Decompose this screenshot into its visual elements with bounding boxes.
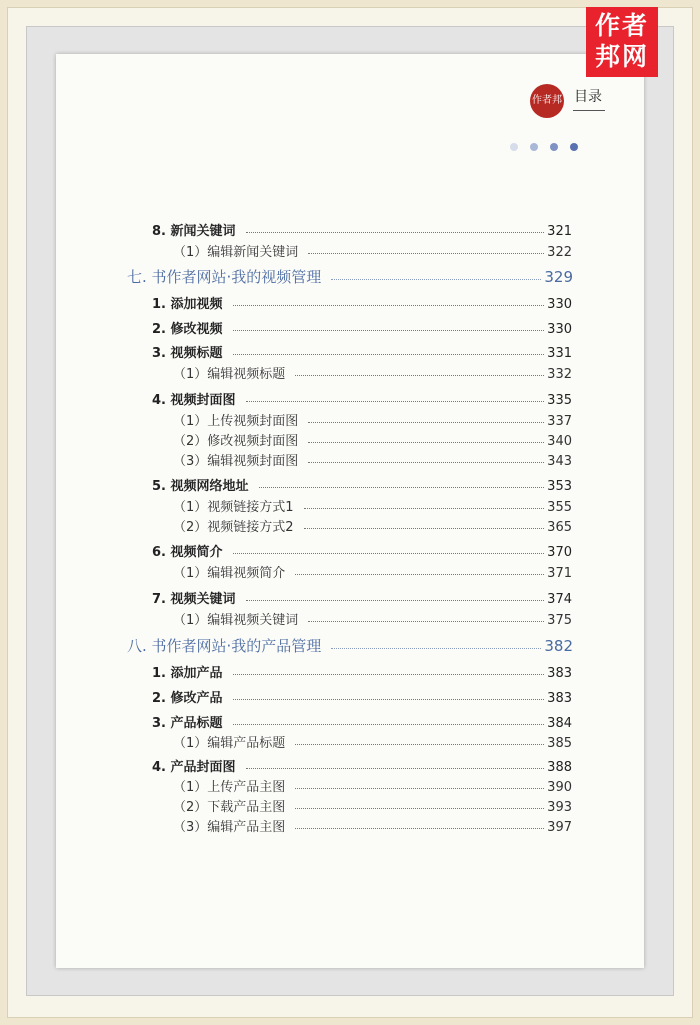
dot-leader <box>308 462 544 463</box>
dot-leader <box>233 724 545 725</box>
toc-entry-label: （1）视频链接方式1 <box>173 500 294 515</box>
toc-entry[interactable] <box>152 588 572 607</box>
toc-entry-label: （1）编辑视频简介 <box>173 566 286 581</box>
toc-entry-label: （1）编辑视频标题 <box>173 367 286 382</box>
toc-entry-label: （2）下载产品主图 <box>173 800 286 815</box>
dot-leader <box>233 305 545 306</box>
toc-page-number: 393 <box>547 800 572 815</box>
toc-entry-label: （1）编辑产品标题 <box>173 736 286 751</box>
toc-entry-label: （3）编辑视频封面图 <box>173 454 299 469</box>
toc-page-number: 330 <box>547 297 572 312</box>
toc-page-number: 365 <box>547 520 572 535</box>
toc-entry[interactable] <box>152 389 572 408</box>
dot-leader <box>233 354 545 355</box>
toc-entry[interactable] <box>152 293 572 312</box>
toc-entry-label: （3）编辑产品主图 <box>173 820 286 835</box>
brand-line-2: 邦网 <box>594 42 649 71</box>
dot-leader <box>246 401 545 402</box>
toc-entry-label: 2. 修改产品 <box>152 691 223 706</box>
toc-page-number: 322 <box>547 245 572 260</box>
dot-leader <box>295 744 544 745</box>
page-dot-4 <box>570 143 578 151</box>
toc-entry[interactable] <box>152 756 572 775</box>
toc-page-number: 337 <box>547 414 572 429</box>
toc-entry[interactable] <box>173 496 572 515</box>
dot-leader <box>331 648 541 649</box>
toc-entry[interactable] <box>173 776 572 795</box>
toc-entry-label: （1）编辑新闻关键词 <box>173 245 299 260</box>
dot-leader <box>233 674 545 675</box>
dot-leader <box>233 699 545 700</box>
dot-leader <box>308 442 544 443</box>
toc-entry[interactable] <box>152 687 572 706</box>
toc-entry-label: 7. 视频关键词 <box>152 592 236 607</box>
page-dot-2 <box>530 143 538 151</box>
toc-page-number: 383 <box>547 666 572 681</box>
toc-entry[interactable] <box>173 363 572 382</box>
toc-entry-label: 八. 书作者网站·我的产品管理 <box>127 637 322 655</box>
toc-entry[interactable] <box>173 516 572 535</box>
toc-page-number: 330 <box>547 322 572 337</box>
toc-page-number: 332 <box>547 367 572 382</box>
toc-entry-label: 1. 添加产品 <box>152 666 223 681</box>
toc-page-number: 383 <box>547 691 572 706</box>
toc-entry[interactable] <box>173 450 572 469</box>
dot-leader <box>295 808 544 809</box>
dot-leader <box>295 574 544 575</box>
dot-leader <box>308 422 544 423</box>
toc-entry[interactable] <box>173 241 572 260</box>
toc-page-number: 390 <box>547 780 572 795</box>
toc-page-number: 335 <box>547 393 572 408</box>
toc-entry[interactable] <box>173 796 572 815</box>
toc-page-number: 371 <box>547 566 572 581</box>
dot-leader <box>295 828 544 829</box>
dot-leader <box>304 508 545 509</box>
toc-entry[interactable] <box>173 732 572 751</box>
toc-entry-label: 1. 添加视频 <box>152 297 223 312</box>
dot-leader <box>246 768 545 769</box>
brand-line-1: 作者 <box>594 11 649 40</box>
toc-entry-label: （1）上传视频封面图 <box>173 414 299 429</box>
brand-logo <box>586 7 658 77</box>
toc-entry-label: 3. 产品标题 <box>152 716 223 731</box>
toc-chapter[interactable] <box>127 266 573 287</box>
toc-entry[interactable] <box>152 541 572 560</box>
page-title: 目录 <box>574 89 602 105</box>
toc-page-number: 343 <box>547 454 572 469</box>
dot-leader <box>295 375 544 376</box>
toc-entry[interactable] <box>173 562 572 581</box>
dot-leader <box>308 621 544 622</box>
toc-page-number: 388 <box>547 760 572 775</box>
dot-leader <box>308 253 544 254</box>
toc-entry-label: （2）视频链接方式2 <box>173 520 294 535</box>
toc-page-number: 374 <box>547 592 572 607</box>
toc-page-number: 384 <box>547 716 572 731</box>
toc-page-number: 382 <box>544 637 573 655</box>
toc-entry[interactable] <box>152 342 572 361</box>
toc-entry[interactable] <box>173 609 572 628</box>
toc-entry-label: 3. 视频标题 <box>152 346 223 361</box>
dot-leader <box>259 487 545 488</box>
toc-chapter[interactable] <box>127 635 573 656</box>
toc-entry[interactable] <box>152 318 572 337</box>
dot-leader <box>304 528 545 529</box>
toc-page-number: 385 <box>547 736 572 751</box>
toc-page-number: 329 <box>544 268 573 286</box>
toc-entry[interactable] <box>152 712 572 731</box>
toc-entry-label: 8. 新闻关键词 <box>152 224 236 239</box>
toc-entry[interactable] <box>152 475 572 494</box>
toc-entry[interactable] <box>173 430 572 449</box>
toc-page-number: 331 <box>547 346 572 361</box>
toc-entry[interactable] <box>152 220 572 239</box>
title-underline <box>573 110 605 111</box>
toc-page-number: 370 <box>547 545 572 560</box>
toc-page-number: 375 <box>547 613 572 628</box>
dot-leader <box>331 279 541 280</box>
toc-page-number: 353 <box>547 479 572 494</box>
dot-leader <box>233 553 545 554</box>
toc-page-number: 397 <box>547 820 572 835</box>
toc-page-number: 321 <box>547 224 572 239</box>
toc-entry-label: 4. 视频封面图 <box>152 393 236 408</box>
dot-leader <box>295 788 544 789</box>
page-dot-3 <box>550 143 558 151</box>
dot-leader <box>246 600 545 601</box>
toc-page-number: 355 <box>547 500 572 515</box>
dot-leader <box>246 232 545 233</box>
toc-entry-label: 2. 修改视频 <box>152 322 223 337</box>
toc-entry-label: 七. 书作者网站·我的视频管理 <box>127 268 322 286</box>
dot-leader <box>233 330 545 331</box>
toc-entry[interactable] <box>173 410 572 429</box>
toc-entry-label: 5. 视频网络地址 <box>152 479 249 494</box>
toc-entry-label: 4. 产品封面图 <box>152 760 236 775</box>
toc-entry[interactable] <box>152 662 572 681</box>
toc-entry-label: 6. 视频简介 <box>152 545 223 560</box>
toc-entry-label: （1）编辑视频关键词 <box>173 613 299 628</box>
toc-entry-label: （2）修改视频封面图 <box>173 434 299 449</box>
toc-entry-label: （1）上传产品主图 <box>173 780 286 795</box>
toc-entry[interactable] <box>173 816 572 835</box>
seal-icon: 作者邦 <box>530 84 564 118</box>
page-dot-1 <box>510 143 518 151</box>
toc-page-number: 340 <box>547 434 572 449</box>
